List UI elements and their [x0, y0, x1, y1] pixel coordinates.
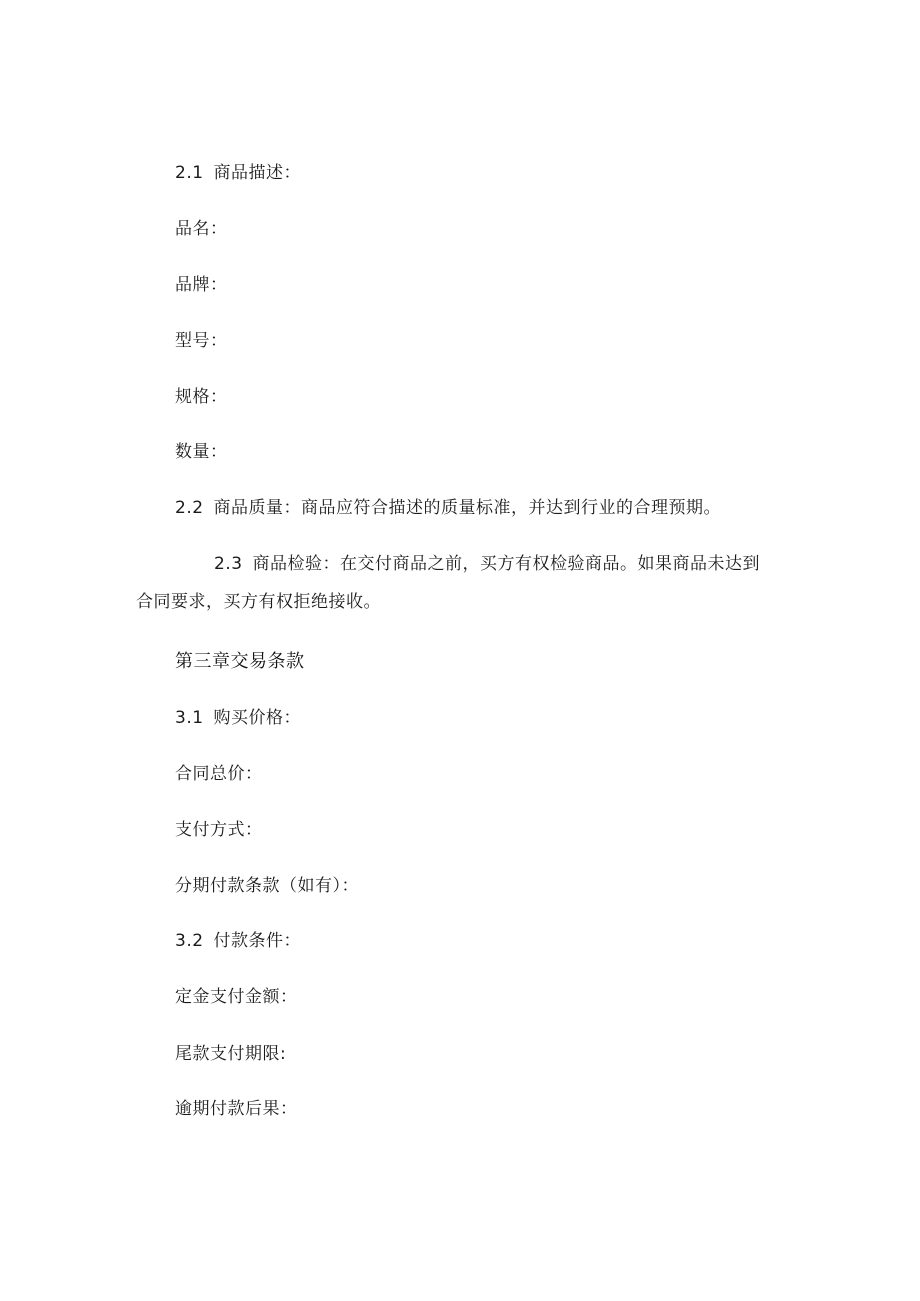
section-2-3-paragraph: [136, 545, 776, 621]
section-number: 3.2: [175, 931, 204, 951]
field-quantity: 数量：: [175, 442, 228, 462]
section-label: 购买价格：: [213, 708, 302, 728]
section-text: 商品质量：商品应符合描述的质量标准，并达到行业的合理预期。: [213, 498, 722, 518]
field-model: 型号：: [175, 331, 228, 351]
chapter-3-title: 第三章交易条款: [175, 651, 305, 672]
section-label: 付款条件：: [213, 931, 302, 951]
field-balance-deadline: 尾款支付期限:: [175, 1044, 287, 1064]
section-2-2-paragraph: [175, 498, 721, 518]
section-text: 商品检验：在交付商品之前，买方有权检验商品。如果商品未达到合同要求，买方有权拒绝接收。: [136, 554, 761, 612]
field-total-price: 合同总价：: [175, 764, 263, 784]
section-number: 3.1: [175, 708, 204, 728]
section-number: 2.1: [175, 163, 204, 183]
field-deposit-amount: 定金支付金额：: [175, 987, 298, 1007]
field-product-name: 品名：: [175, 219, 228, 239]
field-spec: 规格：: [175, 387, 228, 407]
field-brand: 品牌：: [175, 275, 228, 295]
section-2-1-heading: [175, 163, 301, 183]
field-late-payment-consequence: 逾期付款后果：: [175, 1099, 298, 1119]
section-3-1-heading: [175, 708, 301, 728]
section-number: 2.2: [175, 498, 204, 518]
section-3-2-heading: [175, 931, 301, 951]
field-installment-terms: 分期付款条款（如有）：: [175, 876, 359, 896]
section-number: 2.3: [214, 554, 243, 574]
field-payment-method: 支付方式：: [175, 820, 263, 840]
section-label: 商品描述：: [213, 163, 302, 183]
